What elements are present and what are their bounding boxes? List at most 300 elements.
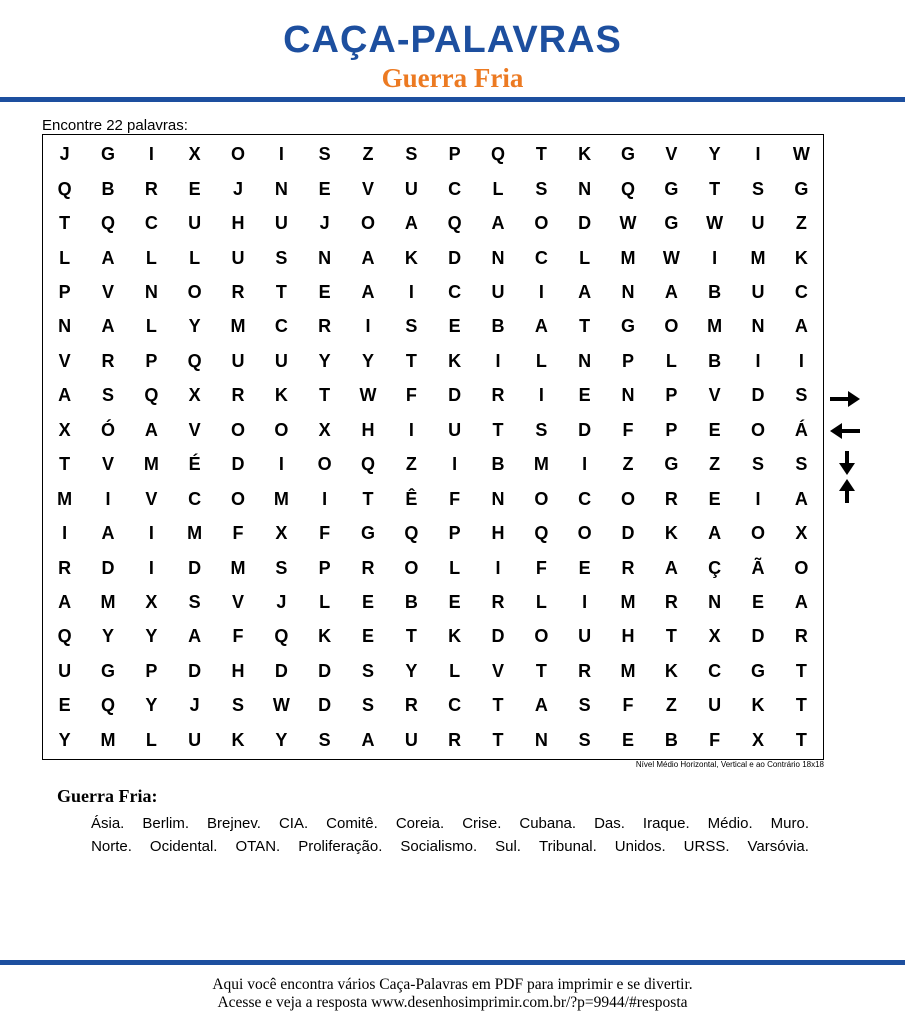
grid-cell[interactable]: A <box>101 523 115 544</box>
grid-cell[interactable]: A <box>491 213 505 234</box>
grid-cell[interactable]: M <box>230 316 246 337</box>
grid-cell[interactable]: M <box>100 591 116 612</box>
grid-cell[interactable]: P <box>145 660 158 681</box>
grid-cell[interactable]: I <box>365 316 371 337</box>
grid-cell[interactable]: D <box>751 626 765 647</box>
grid-cell[interactable]: T <box>59 213 71 234</box>
grid-cell[interactable]: L <box>59 247 71 268</box>
grid-cell[interactable]: E <box>58 695 71 716</box>
grid-cell[interactable]: A <box>664 557 678 578</box>
grid-cell[interactable]: V <box>58 350 71 371</box>
grid-cell[interactable]: X <box>188 144 201 165</box>
grid-cell[interactable]: D <box>448 247 462 268</box>
grid-cell[interactable]: E <box>448 316 461 337</box>
grid-cell[interactable]: V <box>708 385 721 406</box>
grid-cell[interactable]: H <box>231 660 245 681</box>
grid-cell[interactable]: D <box>491 626 505 647</box>
grid-cell[interactable]: G <box>794 178 809 199</box>
grid-cell[interactable]: D <box>274 660 288 681</box>
grid-cell[interactable]: F <box>319 523 331 544</box>
grid-cell[interactable]: T <box>362 488 374 509</box>
grid-cell[interactable]: Ç <box>708 557 722 578</box>
grid-cell[interactable]: V <box>231 591 244 612</box>
grid-cell[interactable]: D <box>448 385 462 406</box>
grid-cell[interactable]: Ó <box>100 419 115 440</box>
grid-cell[interactable]: O <box>534 626 549 647</box>
grid-cell[interactable]: I <box>798 350 804 371</box>
grid-cell[interactable]: A <box>404 213 418 234</box>
grid-cell[interactable]: R <box>361 557 375 578</box>
grid-cell[interactable]: I <box>538 385 544 406</box>
grid-cell[interactable]: A <box>361 281 375 302</box>
grid-cell[interactable]: N <box>58 316 72 337</box>
grid-cell[interactable]: Z <box>665 695 677 716</box>
grid-cell[interactable]: U <box>274 213 288 234</box>
grid-cell[interactable]: I <box>538 281 544 302</box>
grid-cell[interactable]: R <box>318 316 332 337</box>
grid-cell[interactable]: D <box>578 419 592 440</box>
grid-cell[interactable]: K <box>794 247 808 268</box>
grid-cell[interactable]: F <box>535 557 547 578</box>
grid-cell[interactable]: E <box>751 591 764 612</box>
grid-cell[interactable]: N <box>751 316 765 337</box>
grid-cell[interactable]: O <box>577 523 592 544</box>
grid-cell[interactable]: J <box>189 695 200 716</box>
grid-cell[interactable]: U <box>751 213 765 234</box>
grid-cell[interactable]: T <box>275 281 287 302</box>
grid-cell[interactable]: C <box>708 660 722 681</box>
grid-cell[interactable]: T <box>535 660 547 681</box>
grid-cell[interactable]: K <box>751 695 765 716</box>
grid-cell[interactable]: C <box>578 488 592 509</box>
grid-cell[interactable]: M <box>707 316 723 337</box>
grid-cell[interactable]: C <box>448 281 462 302</box>
grid-cell[interactable]: K <box>578 144 592 165</box>
grid-cell[interactable]: X <box>188 385 201 406</box>
grid-cell[interactable]: Q <box>360 454 375 475</box>
grid-cell[interactable]: P <box>448 523 461 544</box>
grid-cell[interactable]: A <box>188 626 202 647</box>
grid-cell[interactable]: F <box>449 488 461 509</box>
grid-cell[interactable]: M <box>620 247 636 268</box>
grid-cell[interactable]: I <box>322 488 328 509</box>
grid-cell[interactable]: E <box>578 557 591 578</box>
grid-cell[interactable]: O <box>534 213 549 234</box>
grid-cell[interactable]: X <box>708 626 721 647</box>
grid-cell[interactable]: G <box>620 144 635 165</box>
grid-cell[interactable]: S <box>361 660 374 681</box>
grid-cell[interactable]: L <box>319 591 331 612</box>
grid-cell[interactable]: M <box>750 247 766 268</box>
grid-cell[interactable]: U <box>751 281 765 302</box>
grid-cell[interactable]: L <box>145 247 157 268</box>
grid-cell[interactable]: D <box>751 385 765 406</box>
grid-cell[interactable]: M <box>533 454 549 475</box>
grid-cell[interactable]: E <box>361 591 374 612</box>
grid-cell[interactable]: U <box>578 626 592 647</box>
grid-cell[interactable]: Q <box>100 695 115 716</box>
grid-cell[interactable]: K <box>664 523 678 544</box>
grid-cell[interactable]: T <box>492 695 504 716</box>
grid-cell[interactable]: K <box>231 729 245 750</box>
grid-cell[interactable]: F <box>622 419 634 440</box>
grid-cell[interactable]: T <box>405 626 417 647</box>
grid-cell[interactable]: S <box>318 729 331 750</box>
grid-cell[interactable]: I <box>582 591 588 612</box>
grid-cell[interactable]: R <box>491 385 505 406</box>
grid-cell[interactable]: T <box>59 454 71 475</box>
grid-cell[interactable]: V <box>101 281 114 302</box>
grid-cell[interactable]: L <box>665 350 677 371</box>
grid-cell[interactable]: H <box>361 419 375 440</box>
grid-cell[interactable]: N <box>491 488 505 509</box>
grid-cell[interactable]: G <box>360 523 375 544</box>
grid-cell[interactable]: G <box>750 660 765 681</box>
grid-cell[interactable]: A <box>58 591 72 612</box>
grid-cell[interactable]: A <box>361 247 375 268</box>
grid-cell[interactable]: Y <box>318 350 331 371</box>
grid-cell[interactable]: I <box>408 281 414 302</box>
grid-cell[interactable]: N <box>578 178 592 199</box>
grid-cell[interactable]: A <box>578 281 592 302</box>
grid-cell[interactable]: R <box>621 557 635 578</box>
grid-cell[interactable]: A <box>534 695 548 716</box>
grid-cell[interactable]: Y <box>275 729 288 750</box>
grid-cell[interactable]: I <box>148 523 154 544</box>
grid-cell[interactable]: A <box>794 488 808 509</box>
grid-cell[interactable]: M <box>230 557 246 578</box>
grid-cell[interactable]: S <box>318 144 331 165</box>
grid-cell[interactable]: O <box>404 557 419 578</box>
grid-cell[interactable]: Q <box>274 626 289 647</box>
grid-cell[interactable]: N <box>274 178 288 199</box>
grid-cell[interactable]: R <box>578 660 592 681</box>
grid-cell[interactable]: P <box>58 281 71 302</box>
grid-cell[interactable]: N <box>621 385 635 406</box>
grid-cell[interactable]: G <box>664 454 679 475</box>
grid-cell[interactable]: R <box>664 488 678 509</box>
grid-cell[interactable]: C <box>448 178 462 199</box>
grid-cell[interactable]: I <box>755 144 761 165</box>
grid-cell[interactable]: R <box>231 385 245 406</box>
grid-cell[interactable]: J <box>232 178 243 199</box>
grid-cell[interactable]: M <box>100 729 116 750</box>
grid-cell[interactable]: W <box>792 144 810 165</box>
grid-cell[interactable]: G <box>100 144 115 165</box>
grid-cell[interactable]: S <box>535 178 548 199</box>
grid-cell[interactable]: U <box>448 419 462 440</box>
grid-cell[interactable]: T <box>319 385 331 406</box>
grid-cell[interactable]: O <box>794 557 809 578</box>
grid-cell[interactable]: S <box>275 557 288 578</box>
grid-cell[interactable]: I <box>408 419 414 440</box>
grid-cell[interactable]: V <box>491 660 504 681</box>
grid-cell[interactable]: D <box>578 213 592 234</box>
grid-cell[interactable]: S <box>188 591 201 612</box>
grid-cell[interactable]: A <box>664 281 678 302</box>
grid-cell[interactable]: R <box>491 591 505 612</box>
grid-cell[interactable]: U <box>491 281 505 302</box>
grid-cell[interactable]: I <box>755 350 761 371</box>
grid-cell[interactable]: T <box>795 660 807 681</box>
grid-cell[interactable]: Q <box>57 178 72 199</box>
grid-cell[interactable]: F <box>405 385 417 406</box>
grid-cell[interactable]: S <box>751 454 764 475</box>
grid-cell[interactable]: Ê <box>405 488 418 509</box>
grid-cell[interactable]: X <box>145 591 158 612</box>
grid-cell[interactable]: K <box>448 350 462 371</box>
grid-cell[interactable]: O <box>620 488 635 509</box>
grid-cell[interactable]: M <box>57 488 73 509</box>
grid-cell[interactable]: J <box>59 144 70 165</box>
grid-cell[interactable]: A <box>794 591 808 612</box>
grid-cell[interactable]: Q <box>100 213 115 234</box>
grid-cell[interactable]: R <box>231 281 245 302</box>
grid-cell[interactable]: I <box>495 557 501 578</box>
grid-cell[interactable]: L <box>145 316 157 337</box>
grid-cell[interactable]: N <box>318 247 332 268</box>
grid-cell[interactable]: F <box>622 695 634 716</box>
grid-cell[interactable]: O <box>750 523 765 544</box>
grid-cell[interactable]: I <box>62 523 68 544</box>
grid-cell[interactable]: E <box>361 626 374 647</box>
grid-cell[interactable]: Q <box>187 350 202 371</box>
grid-cell[interactable]: T <box>709 178 721 199</box>
grid-cell[interactable]: O <box>750 419 765 440</box>
grid-cell[interactable]: C <box>188 488 202 509</box>
grid-cell[interactable]: M <box>273 488 289 509</box>
grid-cell[interactable]: K <box>274 385 288 406</box>
grid-cell[interactable]: Q <box>404 523 419 544</box>
grid-cell[interactable]: O <box>664 316 679 337</box>
grid-cell[interactable]: P <box>448 144 461 165</box>
grid-cell[interactable]: S <box>795 385 808 406</box>
grid-cell[interactable]: I <box>755 488 761 509</box>
grid-cell[interactable]: Q <box>490 144 505 165</box>
grid-cell[interactable]: S <box>751 178 764 199</box>
grid-cell[interactable]: T <box>405 350 417 371</box>
grid-cell[interactable]: E <box>708 419 721 440</box>
grid-cell[interactable]: L <box>189 247 201 268</box>
grid-cell[interactable]: Y <box>708 144 721 165</box>
grid-cell[interactable]: V <box>188 419 201 440</box>
grid-cell[interactable]: I <box>452 454 458 475</box>
grid-cell[interactable]: S <box>101 385 114 406</box>
grid-cell[interactable]: M <box>187 523 203 544</box>
grid-cell[interactable]: R <box>664 591 678 612</box>
grid-cell[interactable]: I <box>148 557 154 578</box>
grid-cell[interactable]: T <box>535 144 547 165</box>
grid-cell[interactable]: O <box>274 419 289 440</box>
grid-cell[interactable]: T <box>665 626 677 647</box>
grid-cell[interactable]: N <box>144 281 158 302</box>
grid-cell[interactable]: Q <box>144 385 159 406</box>
grid-cell[interactable]: C <box>144 213 158 234</box>
grid-cell[interactable]: D <box>231 454 245 475</box>
grid-cell[interactable]: U <box>188 213 202 234</box>
grid-cell[interactable]: M <box>620 660 636 681</box>
grid-cell[interactable]: A <box>361 729 375 750</box>
grid-cell[interactable]: É <box>188 454 201 475</box>
grid-cell[interactable]: G <box>620 316 635 337</box>
grid-cell[interactable]: U <box>188 729 202 750</box>
grid-cell[interactable]: V <box>361 178 374 199</box>
grid-cell[interactable]: O <box>230 488 245 509</box>
grid-cell[interactable]: C <box>534 247 548 268</box>
grid-cell[interactable]: Z <box>795 213 807 234</box>
grid-cell[interactable]: Y <box>101 626 114 647</box>
grid-cell[interactable]: K <box>404 247 418 268</box>
grid-cell[interactable]: U <box>404 729 418 750</box>
grid-cell[interactable]: A <box>144 419 158 440</box>
grid-cell[interactable]: Q <box>620 178 635 199</box>
grid-cell[interactable]: S <box>361 695 374 716</box>
grid-cell[interactable]: G <box>664 213 679 234</box>
grid-cell[interactable]: K <box>318 626 332 647</box>
grid-cell[interactable]: P <box>665 419 678 440</box>
grid-cell[interactable]: C <box>794 281 808 302</box>
grid-cell[interactable]: W <box>619 213 637 234</box>
grid-cell[interactable]: Y <box>188 316 201 337</box>
grid-cell[interactable]: O <box>360 213 375 234</box>
grid-cell[interactable]: R <box>794 626 808 647</box>
grid-cell[interactable]: L <box>579 247 591 268</box>
grid-cell[interactable]: Z <box>709 454 721 475</box>
grid-cell[interactable]: U <box>708 695 722 716</box>
grid-cell[interactable]: J <box>319 213 330 234</box>
grid-cell[interactable]: H <box>491 523 505 544</box>
grid-cell[interactable]: S <box>405 316 418 337</box>
grid-cell[interactable]: I <box>495 350 501 371</box>
grid-cell[interactable]: V <box>665 144 678 165</box>
grid-cell[interactable]: T <box>492 419 504 440</box>
grid-cell[interactable]: L <box>535 591 547 612</box>
grid-cell[interactable]: U <box>274 350 288 371</box>
grid-cell[interactable]: H <box>621 626 635 647</box>
grid-cell[interactable]: S <box>535 419 548 440</box>
grid-cell[interactable]: N <box>621 281 635 302</box>
grid-cell[interactable]: P <box>318 557 331 578</box>
grid-cell[interactable]: B <box>491 316 505 337</box>
grid-cell[interactable]: R <box>58 557 72 578</box>
grid-cell[interactable]: I <box>278 144 284 165</box>
grid-cell[interactable]: S <box>578 729 591 750</box>
grid-cell[interactable]: N <box>534 729 548 750</box>
grid-cell[interactable]: I <box>582 454 588 475</box>
grid-cell[interactable]: F <box>709 729 721 750</box>
grid-cell[interactable]: A <box>101 316 115 337</box>
grid-cell[interactable]: S <box>405 144 418 165</box>
grid-cell[interactable]: F <box>232 626 244 647</box>
grid-cell[interactable]: D <box>318 660 332 681</box>
grid-cell[interactable]: W <box>359 385 377 406</box>
grid-cell[interactable]: N <box>491 247 505 268</box>
grid-cell[interactable]: Y <box>58 729 71 750</box>
grid-cell[interactable]: X <box>318 419 331 440</box>
grid-cell[interactable]: D <box>318 695 332 716</box>
grid-cell[interactable]: X <box>751 729 764 750</box>
grid-cell[interactable]: X <box>275 523 288 544</box>
grid-cell[interactable]: K <box>448 626 462 647</box>
grid-cell[interactable]: X <box>58 419 71 440</box>
grid-cell[interactable]: E <box>318 281 331 302</box>
grid-cell[interactable]: E <box>708 488 721 509</box>
grid-cell[interactable]: D <box>188 557 202 578</box>
grid-cell[interactable]: A <box>534 316 548 337</box>
grid-cell[interactable]: S <box>795 454 808 475</box>
grid-cell[interactable]: E <box>318 178 331 199</box>
grid-cell[interactable]: Q <box>447 213 462 234</box>
grid-cell[interactable]: U <box>231 247 245 268</box>
grid-cell[interactable]: C <box>448 695 462 716</box>
grid-cell[interactable]: Z <box>405 454 417 475</box>
grid-cell[interactable]: B <box>708 350 722 371</box>
grid-cell[interactable]: R <box>144 178 158 199</box>
grid-cell[interactable]: B <box>101 178 115 199</box>
grid-cell[interactable]: L <box>449 557 461 578</box>
grid-cell[interactable]: F <box>232 523 244 544</box>
grid-cell[interactable]: Y <box>145 695 158 716</box>
grid-cell[interactable]: Z <box>622 454 634 475</box>
grid-cell[interactable]: R <box>448 729 462 750</box>
grid-cell[interactable]: V <box>145 488 158 509</box>
grid-cell[interactable]: B <box>664 729 678 750</box>
grid-cell[interactable]: Y <box>145 626 158 647</box>
grid-cell[interactable]: I <box>278 454 284 475</box>
grid-cell[interactable]: G <box>100 660 115 681</box>
grid-cell[interactable]: X <box>795 523 808 544</box>
grid-cell[interactable]: E <box>578 385 591 406</box>
grid-cell[interactable]: Q <box>57 626 72 647</box>
grid-cell[interactable]: Z <box>362 144 374 165</box>
grid-cell[interactable]: G <box>664 178 679 199</box>
grid-cell[interactable]: D <box>101 557 115 578</box>
grid-cell[interactable]: B <box>491 454 505 475</box>
grid-cell[interactable]: B <box>708 281 722 302</box>
grid-cell[interactable]: O <box>230 419 245 440</box>
grid-cell[interactable]: Á <box>794 419 808 440</box>
grid-cell[interactable]: W <box>706 213 724 234</box>
grid-cell[interactable]: I <box>105 488 111 509</box>
grid-cell[interactable]: A <box>794 316 808 337</box>
grid-cell[interactable]: N <box>708 591 722 612</box>
grid-cell[interactable]: T <box>795 695 807 716</box>
grid-cell[interactable]: P <box>665 385 678 406</box>
grid-cell[interactable]: D <box>188 660 202 681</box>
grid-cell[interactable]: M <box>143 454 159 475</box>
grid-cell[interactable]: L <box>535 350 547 371</box>
grid-cell[interactable]: C <box>274 316 288 337</box>
grid-cell[interactable]: H <box>231 213 245 234</box>
grid-cell[interactable]: S <box>578 695 591 716</box>
grid-cell[interactable]: I <box>712 247 718 268</box>
grid-cell[interactable]: U <box>404 178 418 199</box>
grid-cell[interactable]: P <box>145 350 158 371</box>
grid-cell[interactable]: A <box>101 247 115 268</box>
grid-cell[interactable]: Q <box>534 523 549 544</box>
grid-cell[interactable]: R <box>404 695 418 716</box>
grid-cell[interactable]: I <box>148 144 154 165</box>
grid-cell[interactable]: P <box>621 350 634 371</box>
grid-cell[interactable]: E <box>621 729 634 750</box>
grid-cell[interactable]: L <box>145 729 157 750</box>
grid-cell[interactable]: T <box>579 316 591 337</box>
grid-cell[interactable]: W <box>662 247 680 268</box>
grid-cell[interactable]: O <box>230 144 245 165</box>
grid-cell[interactable]: R <box>101 350 115 371</box>
grid-cell[interactable]: E <box>188 178 201 199</box>
grid-cell[interactable]: K <box>664 660 678 681</box>
